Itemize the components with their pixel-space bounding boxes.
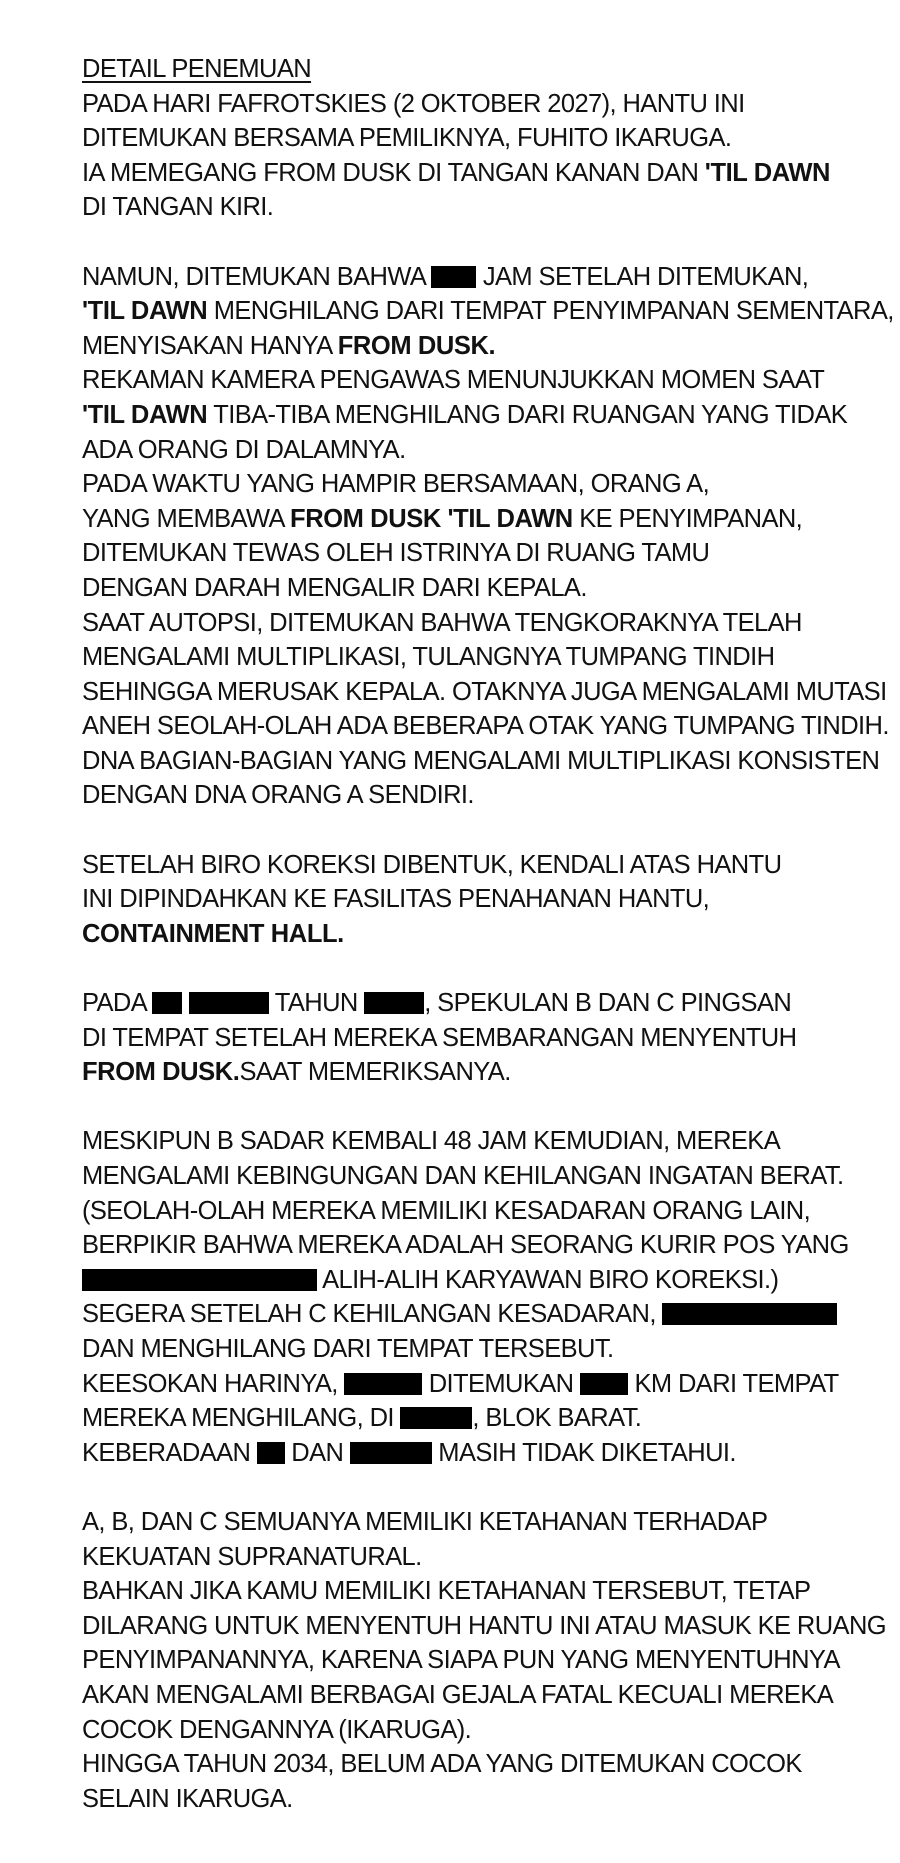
text-line <box>82 1297 882 1332</box>
bold-text: FROM DUSK 'TIL DAWN <box>290 504 573 533</box>
redaction-bar <box>400 1407 472 1429</box>
bold-text: CONTAINMENT HALL. <box>82 919 344 948</box>
text-line: KEKUATAN SUPRANATURAL. <box>82 1542 422 1571</box>
text-line: DI TANGAN KIRI. <box>82 193 274 222</box>
redaction-bar <box>152 992 182 1014</box>
text-line: (SEOLAH-OLAH MEREKA MEMILIKI KESADARAN ORANG LAIN, <box>82 1196 811 1225</box>
text-line: REKAMAN KAMERA PENGAWAS MENUNJUKKAN MOMEN SAAT <box>82 366 825 395</box>
redaction-bar <box>364 992 424 1014</box>
text-line <box>82 260 882 295</box>
text-line: SEHINGGA MERUSAK KEPALA. OTAKNYA JUGA MENGALAMI MUTASI <box>82 677 887 706</box>
text-line: DENGAN DARAH MENGALIR DARI KEPALA. <box>82 573 587 602</box>
document-body <box>82 52 894 1816</box>
redaction-bar <box>662 1303 837 1325</box>
text-line: BERPIKIR BAHWA MEREKA ADALAH SEORANG KURIR POS YANG <box>82 1231 849 1260</box>
text-line: DITEMUKAN BERSAMA PEMILIKNYA, FUHITO IKARUGA. <box>82 124 732 153</box>
text-line: COCOK DENGANNYA (IKARUGA). <box>82 1715 472 1744</box>
bold-text: 'TIL DAWN <box>82 400 208 429</box>
text-line: MENGALAMI KEBINGUNGAN DAN KEHILANGAN INGATAN BERAT. <box>82 1162 844 1190</box>
text-line: BAHKAN JIKA KAMU MEMILIKI KETAHANAN TERSEBUT, TETAP <box>82 1577 811 1606</box>
text-line: SAAT AUTOPSI, DITEMUKAN BAHWA TENGKORAKNYA TELAH <box>82 608 802 637</box>
text-span: MENGHILANG DARI TEMPAT PENYIMPANAN SEMENTARA, <box>207 297 894 326</box>
redaction-bar <box>344 1373 422 1395</box>
text-line: DILARANG UNTUK MENYENTUH HANTU INI ATAU MASUK KE RUANG <box>82 1611 886 1640</box>
bold-text: 'TIL DAWN <box>704 158 831 187</box>
text-span: , BLOK BARAT. <box>472 1404 642 1433</box>
text-span: MEREKA MENGHILANG, DI <box>82 1404 401 1433</box>
text-span: KM DARI TEMPAT <box>627 1369 839 1398</box>
text-line: AKAN MENGALAMI BERBAGAI GEJALA FATAL KECUALI MEREKA <box>82 1680 834 1709</box>
text-line <box>82 986 882 1021</box>
text-span: SEGERA SETELAH C KEHILANGAN KESADARAN, <box>82 1300 663 1329</box>
text-span: ALIH-ALIH KARYAWAN BIRO KOREKSI.) <box>317 1265 779 1294</box>
text-span: DAN <box>284 1438 350 1467</box>
text-span: MENYISAKAN HANYA <box>82 331 338 360</box>
bold-text: FROM DUSK. <box>82 1058 240 1087</box>
redaction-bar <box>350 1442 432 1464</box>
text-line <box>82 398 882 433</box>
text-line <box>82 1401 882 1436</box>
text-span: NAMUN, DITEMUKAN BAHWA <box>82 262 432 291</box>
text-line: DI TEMPAT SETELAH MEREKA SEMBARANGAN MENYENTUH <box>82 1023 797 1052</box>
section-title: DETAIL PENEMUAN <box>82 55 312 83</box>
text-line: DNA BAGIAN-BAGIAN YANG MENGALAMI MULTIPLIKASI KONSISTEN <box>82 746 880 775</box>
bold-text: FROM DUSK. <box>337 331 496 360</box>
text-span: TAHUN <box>268 989 365 1018</box>
text-line: DENGAN DNA ORANG A SENDIRI. <box>82 781 474 810</box>
text-span: TIBA-TIBA MENGHILANG DARI RUANGAN YANG TIDAK <box>207 400 848 429</box>
text-line: HINGGA TAHUN 2034, BELUM ADA YANG DITEMUKAN COCOK <box>82 1750 802 1779</box>
text-span: JAM SETELAH DITEMUKAN, <box>476 262 809 291</box>
text-line <box>82 294 894 329</box>
redaction-bar <box>189 992 269 1014</box>
text-line <box>82 1367 882 1402</box>
text-line: A, B, DAN C SEMUANYA MEMILIKI KETAHANAN TERHADAP <box>82 1507 768 1536</box>
text-span: PADA <box>82 989 153 1018</box>
text-line: DITEMUKAN TEWAS OLEH ISTRINYA DI RUANG TAMU <box>82 539 710 568</box>
text-line: MESKIPUN B SADAR KEMBALI 48 JAM KEMUDIAN, MEREKA <box>82 1127 781 1156</box>
text-line: MENGALAMI MULTIPLIKASI, TULANGNYA TUMPANG TINDIH <box>82 643 775 672</box>
text-line <box>82 1263 882 1298</box>
text-span: IA MEMEGANG FROM DUSK DI TANGAN KANAN DAN <box>82 158 705 187</box>
text-line: PENYIMPANANNYA, KARENA SIAPA PUN YANG MENYENTUHNYA <box>82 1646 840 1675</box>
text-line: PADA HARI FAFROTSKIES (2 OKTOBER 2027), HANTU INI <box>82 89 745 118</box>
text-span: YANG MEMBAWA <box>82 504 291 533</box>
text-line <box>82 1436 882 1471</box>
bold-text: 'TIL DAWN <box>82 297 208 326</box>
text-span: KE PENYIMPANAN, <box>572 504 803 533</box>
text-span: , SPEKULAN B DAN C PINGSAN <box>424 989 792 1018</box>
text-line <box>82 156 882 191</box>
text-line: ADA ORANG DI DALAMNYA. <box>82 435 406 464</box>
redaction-bar <box>257 1442 285 1464</box>
text-line <box>82 1055 882 1090</box>
redaction-bar <box>431 266 476 288</box>
text-span: MASIH TIDAK DIKETAHUI. <box>431 1438 736 1467</box>
text-span: SAAT MEMERIKSANYA. <box>239 1058 511 1087</box>
text-line: SETELAH BIRO KOREKSI DIBENTUK, KENDALI ATAS HANTU <box>82 850 782 879</box>
text-line <box>82 502 882 537</box>
text-span: KEBERADAAN <box>82 1438 257 1467</box>
text-span: KEESOKAN HARINYA, <box>82 1369 345 1398</box>
text-line: DAN MENGHILANG DARI TEMPAT TERSEBUT. <box>82 1334 614 1363</box>
text-line: PADA WAKTU YANG HAMPIR BERSAMAAN, ORANG A, <box>82 470 710 499</box>
text-line: INI DIPINDAHKAN KE FASILITAS PENAHANAN HANTU, <box>82 885 710 914</box>
text-line <box>82 329 882 364</box>
text-line: SELAIN IKARUGA. <box>82 1784 293 1813</box>
redaction-bar <box>82 1269 317 1291</box>
text-span: DITEMUKAN <box>422 1369 580 1398</box>
redaction-bar <box>580 1373 628 1395</box>
text-line: ANEH SEOLAH-OLAH ADA BEBERAPA OTAK YANG TUMPANG TINDIH. <box>82 712 889 741</box>
